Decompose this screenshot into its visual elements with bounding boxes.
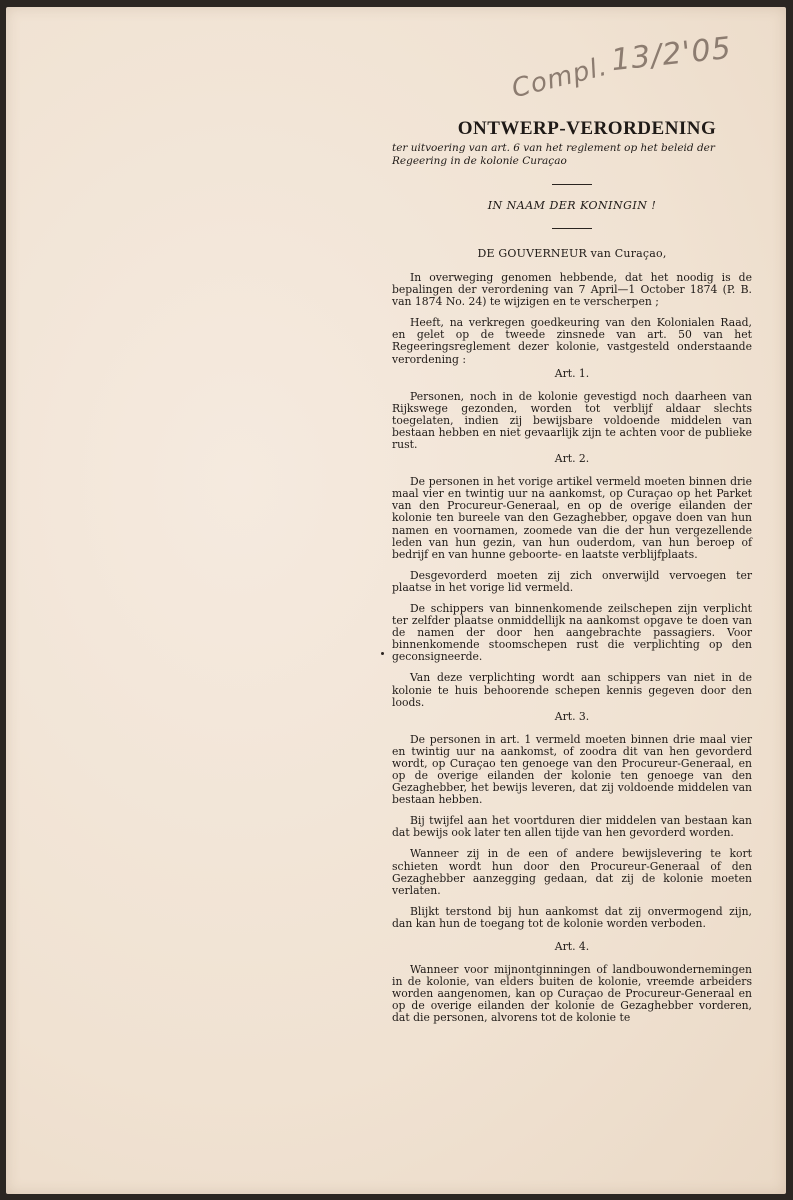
article-4-paragraph-1: Wanneer voor mijnontginningen of landbouwondernemingen in de kolonie, van elders buiten de kolonie, vreemde arbeiders worden aangenomen, kan op Curaçao de Procureur-Generaal en op de overige eilanden der kolonie de Gezaghebber vorderen, dat die personen, alvorens tot de kolonie te [392,963,752,1025]
article-2-paragraph-2: Desgevorderd moeten zij zich onverwijld vervoegen ter plaatse in het vorige lid vermeld. [392,568,752,594]
in-naam-heading: IN NAAM DER KONINGIN ! [487,199,657,212]
preamble-paragraph-2: Heeft, na verkregen goedkeuring van den Kolonialen Raad, en gelet op de tweede zinsnede van art. 50 van het Regeeringsreglement dezer kolonie, vastgesteld onderstaande verordening : [392,316,752,366]
article-1-heading: Art. 1. [554,366,590,380]
preamble-paragraph-1: In overweging genomen hebbende, dat het noodig is de bepalingen der verordening van 7 April—1 October 1874 (P. B. van 1874 No. 24) te wijzigen en te verscherpen ; [392,271,752,309]
title-divider [552,184,592,185]
handwritten-annotation-compl: Compl. [508,51,611,105]
article-2-paragraph-1: De personen in het vorige artikel vermeld moeten binnen drie maal vier en twintig uur na aankomst, op Curaçao op het Parket van den Procureur-Generaal, en op de overige eilanden der kolonie ten bureele van den Gezaghebber, opgave doen van hun namen en voornamen, zoomede van die der hun vergezellende leden van hun gezin, van hun ouderdom, van hun beroep of bedrijf en van hunne geboorte- en laatste verblijfplaats. [392,475,752,561]
article-1-paragraph-1: Personen, noch in de kolonie gevestigd noch daarheen van Rijkswege gezonden, worden tot verblijf aldaar slechts toegelaten, indien zij bewijsbare voldoende middelen van bestaan hebben en niet gevaarlijk zijn te achten voor de publieke rust. [392,389,752,452]
article-3-paragraph-4: Blijkt terstond bij hun aankomst dat zij onvermogend zijn, dan kan hun de toegang tot de kolonie worden verboden. [392,904,752,930]
handwritten-annotation-date: 13/2'05 [609,30,734,79]
article-2-paragraph-4: Van deze verplichting wordt aan schippers van niet in de kolonie te huis behoorende schepen kennis gegeven door den loods. [392,671,752,709]
article-3-paragraph-1: De personen in art. 1 vermeld moeten binnen drie maal vier en twintig uur na aankomst, of zoodra dit van hen gevorderd wordt, op Curaçao ten genoege van den Procureur-Generaal, en op de overige eilanden der kolonie ten genoege van den Gezaghebber, het bewijs leveren, dat zij voldoende middelen van bestaan hebben. [392,732,752,807]
gouverneur-heading: DE GOUVERNEUR van Curaçao, [477,247,667,260]
document-subtitle: ter uitvoering van art. 6 van het reglement op het beleid der Regeering in de kolonie Curaçao [392,142,715,167]
article-2-heading: Art. 2. [554,452,590,466]
ink-mark [381,652,384,655]
section-divider [552,228,592,229]
document-title: ONTWERP-VERORDENING [457,118,717,139]
article-3-paragraph-3: Wanneer zij in de een of andere bewijslevering te kort schieten wordt hun door den Procureur-Generaal of den Gezaghebber aanzegging gedaan, dat zij de kolonie moeten verlaten. [392,847,752,897]
document-column [392,118,752,1025]
article-2-paragraph-3: De schippers van binnenkomende zeilschepen zijn verplicht ter zelfder plaatse onmiddellijk na aankomst opgave te doen van de namen der door hen aangebrachte passagiers. Voor binnenkomende stoomschepen rust die verplichting op den geconsigneerde. [392,601,752,664]
article-4-heading: Art. 4. [554,940,590,954]
article-3-paragraph-2: Bij twijfel aan het voortduren dier middelen van bestaan kan dat bewijs ook later ten allen tijde van hen gevorderd worden. [392,814,752,840]
article-3-heading: Art. 3. [554,709,590,723]
